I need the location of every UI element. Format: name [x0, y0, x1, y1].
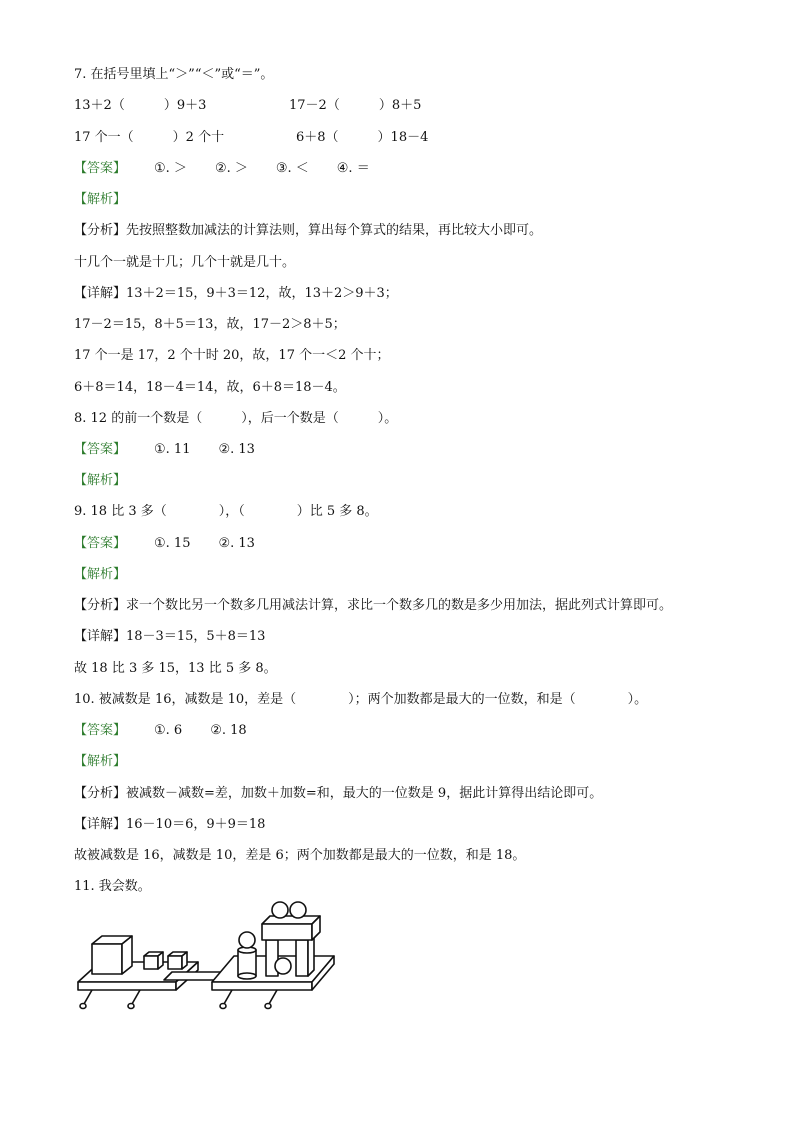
q10-detail-2: 故被减数是 16，减数是 10，差是 6；两个加数都是最大的一位数，和是 18。: [74, 848, 526, 863]
q10-answer-row: [74, 722, 247, 740]
answer-item: ①. 6: [154, 723, 183, 738]
q7-row1-left: 13＋2（ ）9＋3: [74, 98, 207, 113]
q9-answer-row: [74, 535, 255, 553]
answer-label: 【答案】: [74, 723, 127, 738]
q7-row2-right: 6＋8（ ）18－4: [296, 130, 429, 145]
q7-detail-1: 【详解】13＋2＝15，9＋3＝12，故，13＋2＞9＋3；: [74, 286, 398, 301]
answer-item: ①. 11: [154, 442, 191, 457]
q7-row1: [74, 97, 422, 115]
q9-detail-1: 【详解】18－3＝15，5＋8＝13: [74, 629, 266, 644]
answer-item: ④. ＝: [336, 161, 370, 176]
q10-detail-1: 【详解】16－10＝6，9＋9＝18: [74, 817, 266, 832]
answer-label: 【答案】: [74, 442, 127, 457]
q7-answer-row: [74, 160, 370, 178]
cuboid-gate: [262, 902, 320, 976]
answer-item: ②. 13: [218, 442, 255, 457]
q7-detail-2: 17－2＝15，8＋5＝13，故，17－2＞8＋5；: [74, 317, 346, 332]
answer-item: ①. 15: [154, 536, 191, 551]
answer-item: ②. 18: [210, 723, 247, 738]
analysis-label: 【解析】: [74, 473, 127, 488]
q9-title: 9. 18 比 3 多（ ），（ ）比 5 多 8。: [74, 504, 378, 519]
analysis-label: 【解析】: [74, 567, 127, 582]
q7-title: 7. 在括号里填上“＞”“＜”或“＝”。: [74, 67, 274, 82]
q7-row2-left: 17 个一（ ）2 个十: [74, 130, 225, 145]
q8-answer-row: [74, 441, 255, 459]
q10-analysis: 【分析】被减数－减数=差，加数＋加数=和，最大的一位数是 9，据此计算得出结论即可。: [74, 786, 603, 801]
analysis-label: 【解析】: [74, 754, 127, 769]
q9-analysis: 【分析】求一个数比另一个数多几用减法计算，求比一个数多几的数是多少用加法，据此列式计算即可。: [74, 598, 673, 613]
left-wheels: [80, 990, 140, 1009]
q7-analysis-2: 十几个一就是十几；几个十就是几十。: [74, 255, 296, 270]
q8-title: 8. 12 的前一个数是（ ），后一个数是（ ）。: [74, 411, 398, 426]
answer-item: ③. ＜: [275, 161, 309, 176]
q7-detail-4: 6＋8＝14，18－4＝14，故，6＋8＝18－4。: [74, 380, 346, 395]
small-cube-2: [168, 952, 187, 969]
q9-detail-2: 故 18 比 3 多 15，13 比 5 多 8。: [74, 661, 277, 676]
right-wheels: [220, 990, 277, 1009]
answer-item: ①. ＞: [154, 161, 187, 176]
q7-analysis: 【分析】先按照整数加减法的计算法则，算出每个算式的结果，再比较大小即可。: [74, 223, 543, 238]
q7-detail-3: 17 个一是 17，2 个十时 20，故，17 个一＜2 个十；: [74, 348, 390, 363]
q7-row1-right: 17－2（ ）8＋5: [289, 98, 422, 113]
answer-item: ②. 13: [218, 536, 255, 551]
q10-title: 10. 被减数是 16，减数是 10，差是（ ）；两个加数都是最大的一位数，和是（ ）。: [74, 692, 648, 707]
cylinder-with-ball: [238, 932, 256, 979]
analysis-label: 【解析】: [74, 192, 127, 207]
answer-item: ②. ＞: [214, 161, 248, 176]
large-cube: [92, 936, 132, 974]
small-cube-1: [144, 952, 163, 969]
q7-row2: [74, 129, 429, 147]
answer-label: 【答案】: [74, 161, 127, 176]
solids-train-figure: [72, 900, 342, 1020]
q11-title: 11. 我会数。: [74, 879, 151, 894]
answer-label: 【答案】: [74, 536, 127, 551]
